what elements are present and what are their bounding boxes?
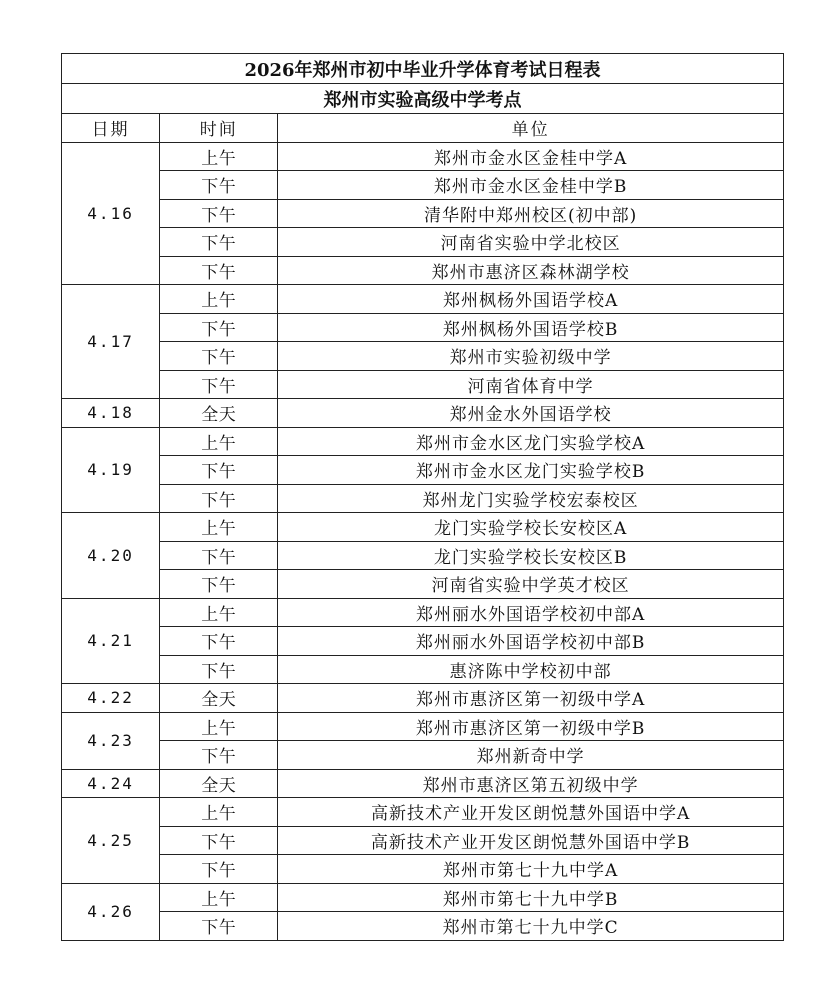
unit-cell: 郑州市惠济区森林湖学校 <box>278 256 784 285</box>
table-row <box>62 484 784 513</box>
unit-cell: 郑州市第七十九中学A <box>278 855 784 884</box>
header-time: 时间 <box>160 114 278 143</box>
table-row <box>62 456 784 485</box>
header-date: 日期 <box>62 114 160 143</box>
time-cell: 下午 <box>160 912 278 941</box>
table-row <box>62 142 784 171</box>
table-row <box>62 912 784 941</box>
date-cell: 4.26 <box>62 883 160 940</box>
table-subtitle: 郑州市实验高级中学考点 <box>62 84 784 114</box>
unit-cell: 惠济陈中学校初中部 <box>278 655 784 684</box>
date-cell: 4.20 <box>62 513 160 599</box>
unit-cell: 高新技术产业开发区朗悦慧外国语中学A <box>278 798 784 827</box>
unit-cell: 郑州市金水区龙门实验学校B <box>278 456 784 485</box>
date-cell: 4.17 <box>62 285 160 399</box>
time-cell: 全天 <box>160 684 278 713</box>
date-cell: 4.22 <box>62 684 160 713</box>
unit-cell: 河南省实验中学北校区 <box>278 228 784 257</box>
table-row <box>62 826 784 855</box>
unit-cell: 河南省体育中学 <box>278 370 784 399</box>
unit-cell: 郑州枫杨外国语学校A <box>278 285 784 314</box>
time-cell: 下午 <box>160 484 278 513</box>
table-row <box>62 684 784 713</box>
time-cell: 上午 <box>160 513 278 542</box>
schedule-body <box>62 142 784 940</box>
unit-cell: 河南省实验中学英才校区 <box>278 570 784 599</box>
date-cell: 4.23 <box>62 712 160 769</box>
unit-cell: 郑州枫杨外国语学校B <box>278 313 784 342</box>
unit-cell: 龙门实验学校长安校区B <box>278 541 784 570</box>
time-cell: 上午 <box>160 883 278 912</box>
time-cell: 下午 <box>160 313 278 342</box>
table-row <box>62 171 784 200</box>
table-row <box>62 598 784 627</box>
time-cell: 下午 <box>160 741 278 770</box>
table-row <box>62 655 784 684</box>
table-row <box>62 741 784 770</box>
table-row <box>62 541 784 570</box>
time-cell: 全天 <box>160 769 278 798</box>
header-unit: 单位 <box>278 114 784 143</box>
table-row <box>62 712 784 741</box>
table-row <box>62 313 784 342</box>
header-row <box>62 114 784 143</box>
table-row <box>62 199 784 228</box>
subtitle-row <box>62 84 784 114</box>
time-cell: 下午 <box>160 541 278 570</box>
unit-cell: 郑州市惠济区第一初级中学A <box>278 684 784 713</box>
time-cell: 下午 <box>160 456 278 485</box>
unit-cell: 郑州市金水区金桂中学B <box>278 171 784 200</box>
title-row <box>62 54 784 84</box>
date-cell: 4.25 <box>62 798 160 884</box>
time-cell: 下午 <box>160 199 278 228</box>
table-row <box>62 370 784 399</box>
table-row <box>62 570 784 599</box>
unit-cell: 郑州丽水外国语学校初中部A <box>278 598 784 627</box>
time-cell: 上午 <box>160 712 278 741</box>
unit-cell: 郑州金水外国语学校 <box>278 399 784 428</box>
unit-cell: 郑州龙门实验学校宏泰校区 <box>278 484 784 513</box>
time-cell: 上午 <box>160 798 278 827</box>
schedule-sheet <box>61 53 784 941</box>
time-cell: 上午 <box>160 598 278 627</box>
time-cell: 全天 <box>160 399 278 428</box>
unit-cell: 郑州市金水区龙门实验学校A <box>278 427 784 456</box>
table-row <box>62 228 784 257</box>
table-title: 2026年郑州市初中毕业升学体育考试日程表 <box>62 54 784 84</box>
time-cell: 下午 <box>160 256 278 285</box>
time-cell: 上午 <box>160 427 278 456</box>
unit-cell: 龙门实验学校长安校区A <box>278 513 784 542</box>
table-row <box>62 798 784 827</box>
date-cell: 4.24 <box>62 769 160 798</box>
time-cell: 下午 <box>160 228 278 257</box>
time-cell: 下午 <box>160 627 278 656</box>
table-row <box>62 883 784 912</box>
table-row <box>62 285 784 314</box>
unit-cell: 郑州市第七十九中学C <box>278 912 784 941</box>
time-cell: 上午 <box>160 285 278 314</box>
date-cell: 4.19 <box>62 427 160 513</box>
unit-cell: 郑州市惠济区第一初级中学B <box>278 712 784 741</box>
unit-cell: 清华附中郑州校区(初中部) <box>278 199 784 228</box>
unit-cell: 郑州市惠济区第五初级中学 <box>278 769 784 798</box>
unit-cell: 郑州市实验初级中学 <box>278 342 784 371</box>
unit-cell: 郑州市金水区金桂中学A <box>278 142 784 171</box>
date-cell: 4.16 <box>62 142 160 285</box>
time-cell: 下午 <box>160 655 278 684</box>
date-cell: 4.21 <box>62 598 160 684</box>
time-cell: 下午 <box>160 171 278 200</box>
time-cell: 上午 <box>160 142 278 171</box>
time-cell: 下午 <box>160 342 278 371</box>
unit-cell: 郑州市第七十九中学B <box>278 883 784 912</box>
schedule-table <box>61 53 784 941</box>
table-row <box>62 769 784 798</box>
unit-cell: 郑州新奇中学 <box>278 741 784 770</box>
time-cell: 下午 <box>160 855 278 884</box>
table-row <box>62 427 784 456</box>
table-row <box>62 513 784 542</box>
time-cell: 下午 <box>160 826 278 855</box>
unit-cell: 高新技术产业开发区朗悦慧外国语中学B <box>278 826 784 855</box>
date-cell: 4.18 <box>62 399 160 428</box>
time-cell: 下午 <box>160 570 278 599</box>
unit-cell: 郑州丽水外国语学校初中部B <box>278 627 784 656</box>
table-row <box>62 256 784 285</box>
time-cell: 下午 <box>160 370 278 399</box>
table-row <box>62 399 784 428</box>
table-row <box>62 627 784 656</box>
table-row <box>62 855 784 884</box>
table-row <box>62 342 784 371</box>
